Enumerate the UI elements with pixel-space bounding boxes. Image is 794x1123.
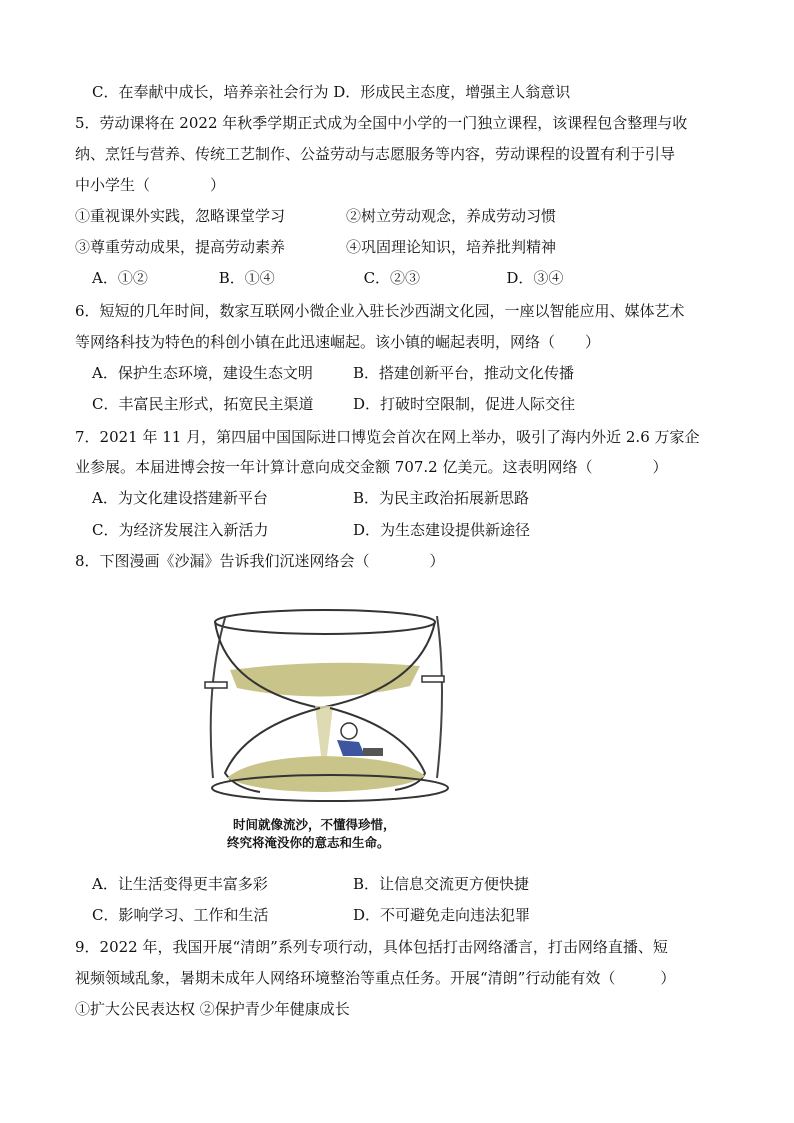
- q5-option-d: D．③④: [506, 269, 564, 287]
- q5-option-c: C．②③: [363, 269, 421, 287]
- q5-option-b: B．①④: [218, 269, 275, 287]
- q5-statement-2: ②树立劳动观念，养成劳动习惯: [346, 207, 557, 225]
- q8-stem: 8．下图漫画《沙漏》告诉我们沉迷网络会（ ）: [75, 552, 445, 570]
- cartoon-caption-line-2: 终究将淹没你的意志和生命。: [227, 835, 390, 850]
- q5-statement-3: ③尊重劳动成果，提高劳动素养: [75, 238, 286, 256]
- q9-stem-line-2: 视频领域乱象，暑期未成年人网络环境整治等重点任务。开展“清朗”行动能有效（ ）: [75, 969, 676, 987]
- q6-option-c: C．丰富民主形式，拓宽民主渠道: [92, 395, 314, 413]
- q5-stem-line-3: 中小学生（ ）: [75, 176, 226, 194]
- q6-option-b: B．搭建创新平台，推动文化传播: [353, 364, 575, 382]
- q7-stem-line-2: 业参展。本届进博会按一年计算计意向成交金额 707.2 亿美元。这表明网络（ ）: [75, 458, 668, 476]
- q6-option-a: A．保护生态环境，建设生态文明: [92, 364, 313, 382]
- q6-stem-line-2: 等网络科技为特色的科创小镇在此迅速崛起。该小镇的崛起表明，网络（ ）: [75, 333, 601, 351]
- q7-option-d: D．为生态建设提供新途径: [353, 521, 531, 539]
- q9-statements: ①扩大公民表达权 ②保护青少年健康成长: [75, 1000, 350, 1018]
- q8-option-a: A．让生活变得更丰富多彩: [92, 875, 268, 893]
- q8-option-c: C．影响学习、工作和生活: [92, 906, 269, 924]
- q6-stem-line-1: 6．短短的几年时间，数家互联网小微企业入驻长沙西湖文化园，一座以智能应用、媒体艺术: [75, 302, 685, 320]
- hourglass-cartoon: [75, 578, 565, 864]
- q5-stem-line-1: 5．劳动课将在 2022 年秋季学期正式成为全国中小学的一门独立课程，该课程包含整理与收: [75, 114, 688, 132]
- q7-option-c: C．为经济发展注入新活力: [92, 521, 269, 539]
- q5-stem-line-2: 纳、烹饪与营养、传统工艺制作、公益劳动与志愿服务等内容，劳动课程的设置有利于引导: [75, 145, 676, 163]
- q6-option-d: D．打破时空限制，促进人际交往: [353, 395, 576, 413]
- q5-option-a: A．①②: [92, 269, 148, 287]
- q7-option-a: A．为文化建设搭建新平台: [92, 489, 268, 507]
- cartoon-caption-line-1: 时间就像流沙，不懂得珍惜，: [233, 817, 396, 832]
- q5-statement-1: ①重视课外实践，忽略课堂学习: [75, 207, 286, 225]
- q5-options: [92, 268, 563, 288]
- q9-stem-line-1: 9．2022 年，我国开展“清朗”系列专项行动，具体包括打击网络潘言，打击网络直播、短: [75, 938, 668, 956]
- q5-statement-4: ④巩固理论知识，培养批判精神: [346, 238, 557, 256]
- q7-stem-line-1: 7．2021 年 11 月，第四届中国国际进口博览会首次在网上举办，吸引了海内外近 2.6 万家企: [75, 428, 700, 446]
- q8-option-b: B．让信息交流更方便快捷: [353, 875, 530, 893]
- q8-option-d: D．不可避免走向违法犯罪: [353, 906, 531, 924]
- q7-option-b: B．为民主政治拓展新思路: [353, 489, 530, 507]
- q4-options-cd: C．在奉献中成长，培养亲社会行为 D．形成民主态度，增强主人翁意识: [92, 83, 571, 101]
